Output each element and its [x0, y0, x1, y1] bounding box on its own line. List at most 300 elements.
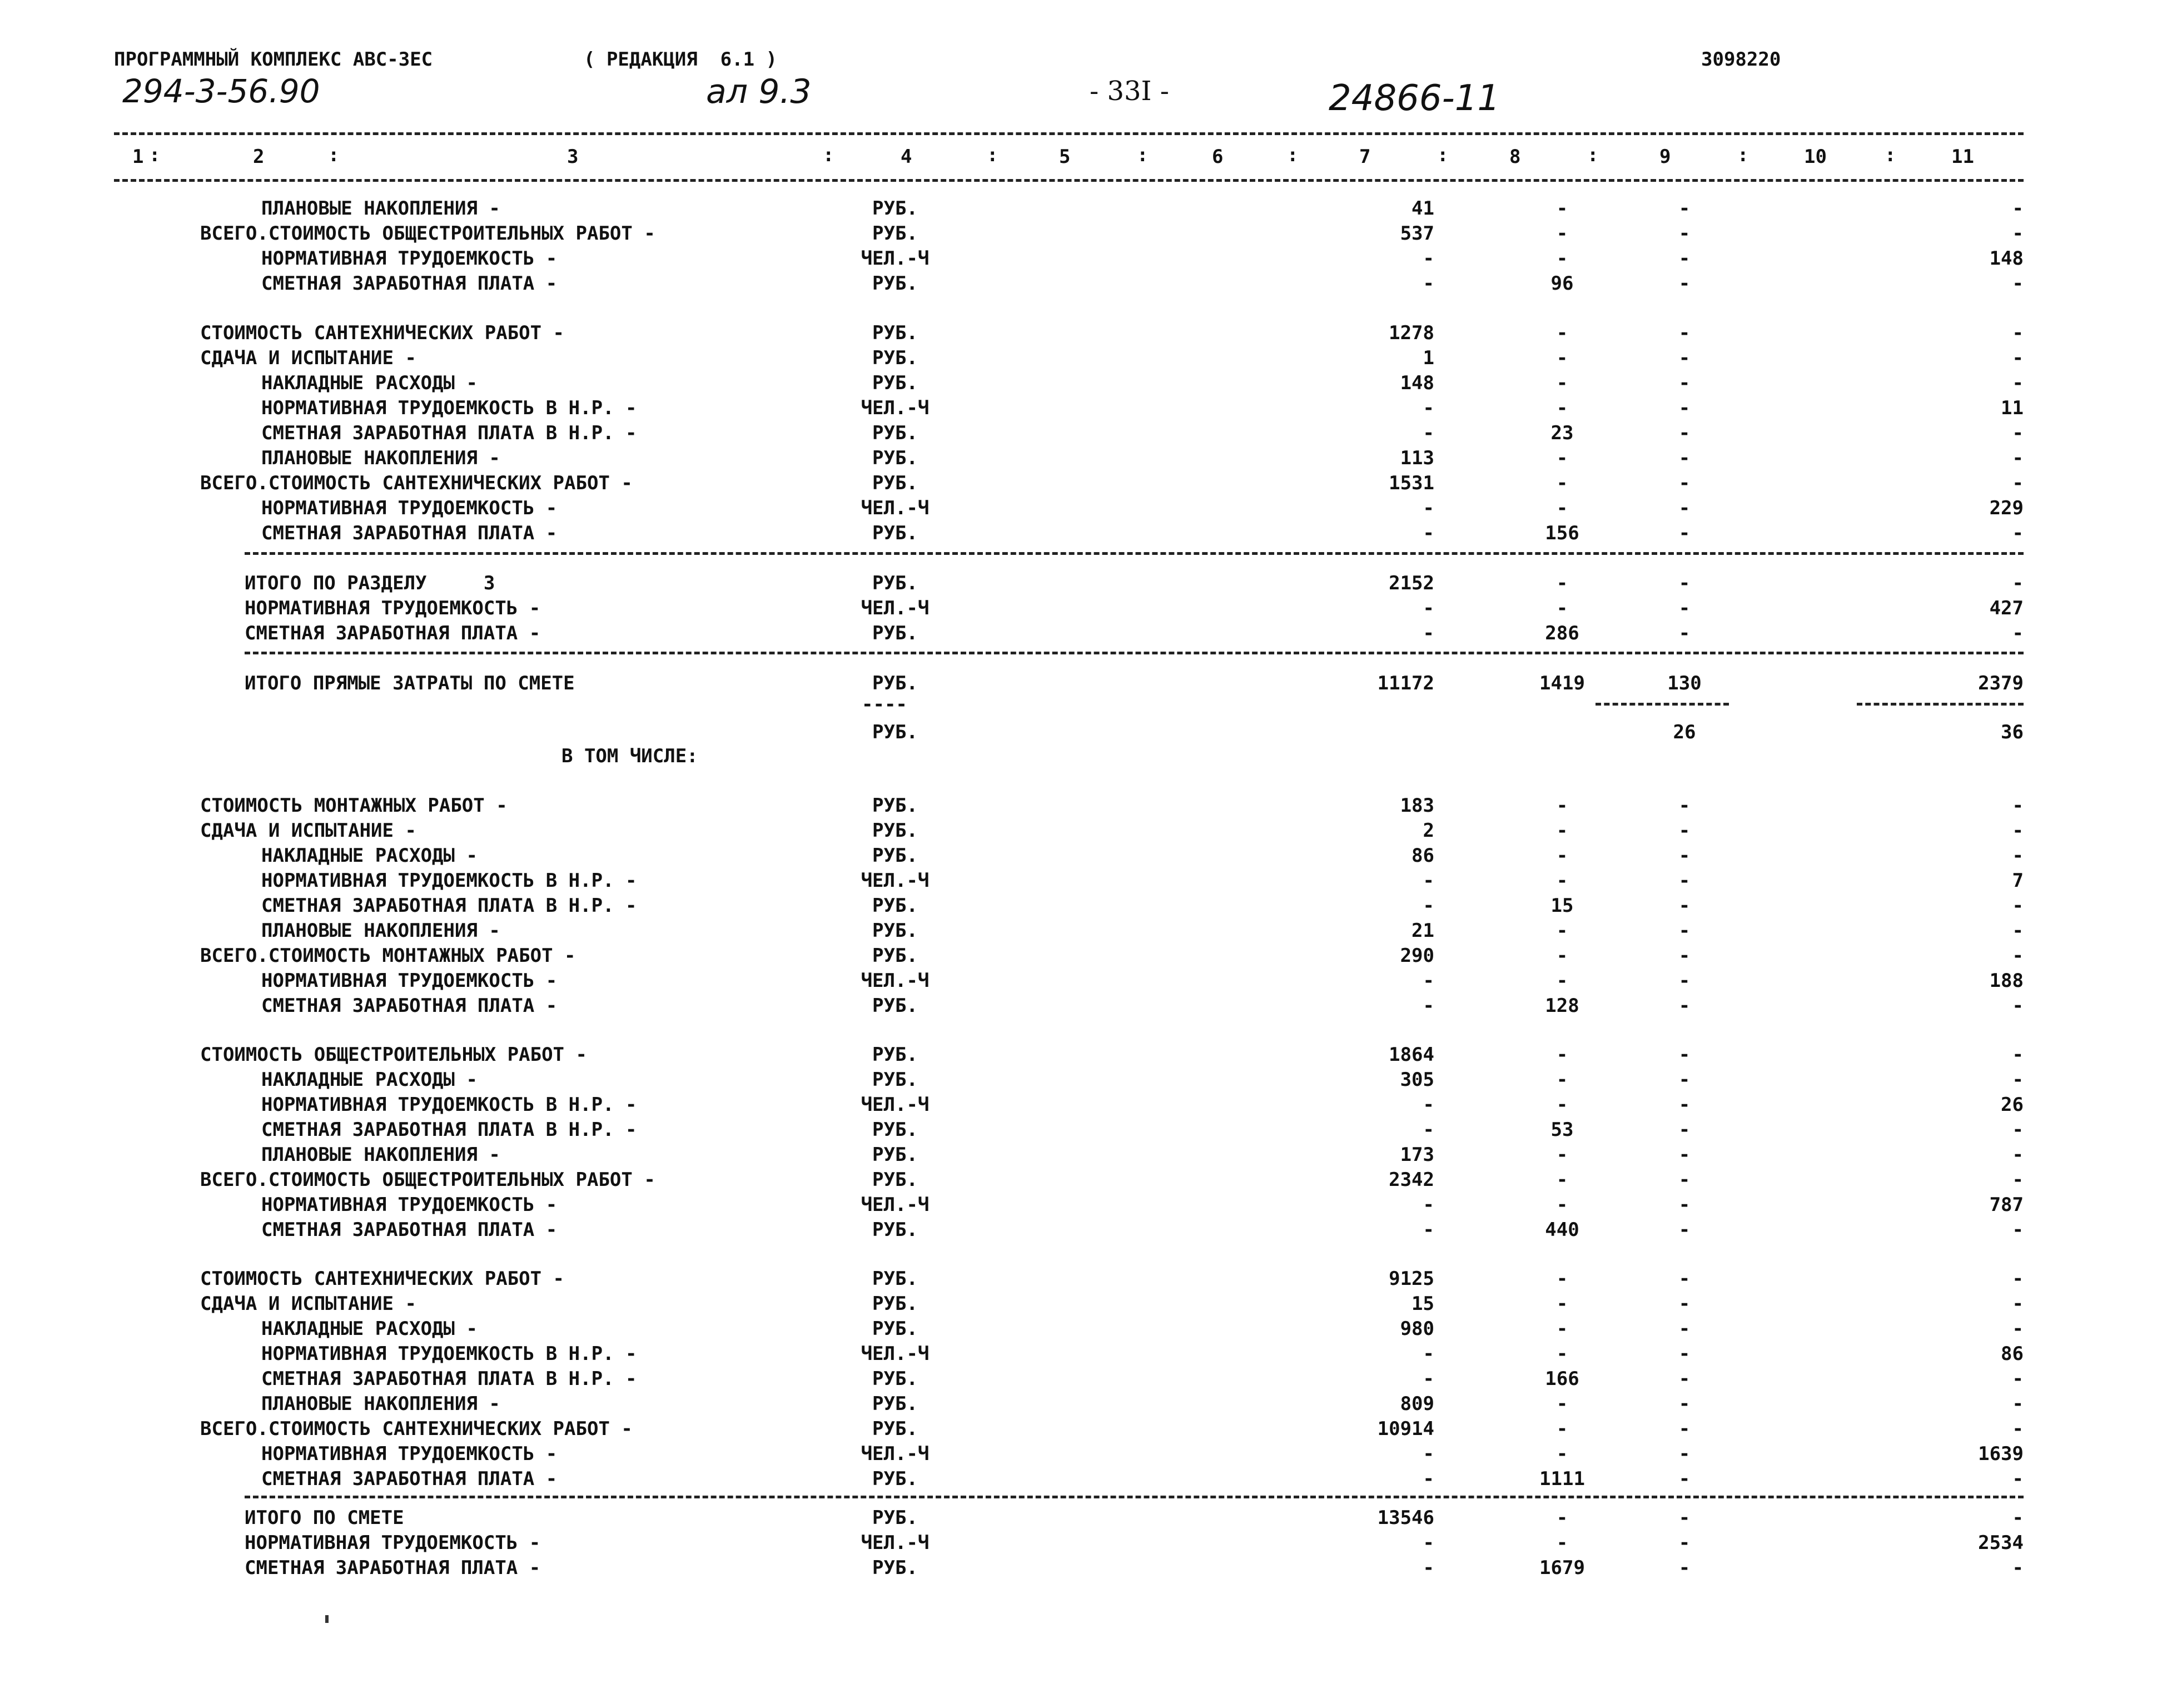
row-col11: - — [2012, 1069, 2024, 1091]
row-col11: - — [2012, 1144, 2024, 1166]
col-separator: : — [1885, 144, 1896, 166]
row-label: СДАЧА И ИСПЫТАНИЕ - — [200, 1293, 416, 1315]
row-col7: 13546 — [1377, 1507, 1434, 1529]
row-col7: 86 — [1411, 845, 1434, 867]
row-col7: 113 — [1400, 447, 1434, 469]
row-unit: РУБ. — [872, 197, 918, 220]
row-col7: 183 — [1400, 795, 1434, 817]
row-col9: 130 — [1667, 672, 1702, 694]
stray-mark — [325, 1615, 329, 1623]
row-unit: РУБ. — [872, 1507, 918, 1529]
row-col8: - — [1556, 397, 1568, 419]
row-col8: - — [1556, 497, 1568, 519]
row-col9: - — [1678, 820, 1691, 842]
row-col8: 53 — [1550, 1119, 1574, 1141]
row-col11: - — [2012, 472, 2024, 494]
row-col7: 1 — [1423, 347, 1434, 369]
row-col8: - — [1556, 1343, 1568, 1365]
row-col9: - — [1678, 572, 1691, 594]
col-separator: : — [823, 144, 834, 166]
row-unit: РУБ. — [872, 795, 918, 817]
row-unit: РУБ. — [872, 522, 918, 544]
row-label: СТОИМОСТЬ САНТЕХНИЧЕСКИХ РАБОТ - — [200, 1268, 565, 1290]
row-label: НАКЛАДНЫЕ РАСХОДЫ - — [261, 372, 478, 394]
row-col9: - — [1678, 272, 1691, 295]
row-unit: РУБ. — [872, 1169, 918, 1191]
row-col11: 427 — [1989, 597, 2024, 619]
row-unit: ЧЕЛ.-Ч — [861, 1094, 930, 1116]
row-col9: - — [1678, 622, 1691, 644]
row-col9: - — [1678, 522, 1691, 544]
row-col11: - — [2012, 1418, 2024, 1440]
row-col9: - — [1678, 197, 1691, 220]
row-col8: 166 — [1545, 1368, 1579, 1390]
dash-marker: ---- — [862, 693, 907, 716]
row-col9: - — [1678, 1557, 1691, 1579]
row-col8: - — [1556, 447, 1568, 469]
row-col11: - — [2012, 895, 2024, 917]
col-separator: : — [1737, 144, 1749, 166]
row-col8: - — [1556, 845, 1568, 867]
row-col7: - — [1423, 1468, 1434, 1490]
row-unit: РУБ. — [872, 222, 918, 245]
row-col8: - — [1556, 222, 1568, 245]
row-col7: - — [1423, 1368, 1434, 1390]
row-col8: 286 — [1545, 622, 1579, 644]
row-label: НОРМАТИВНАЯ ТРУДОЕМКОСТЬ В Н.Р. - — [261, 870, 637, 892]
row-col7: - — [1423, 272, 1434, 295]
row-col11: - — [2012, 322, 2024, 344]
row-col11: - — [2012, 522, 2024, 544]
section-divider — [245, 552, 2024, 555]
page-number: - 33I - — [1090, 76, 1169, 107]
row-unit: РУБ. — [872, 1069, 918, 1091]
row-col11: - — [2012, 1557, 2024, 1579]
including-heading: В ТОМ ЧИСЛЕ: — [561, 745, 698, 767]
row-col11: - — [2012, 1318, 2024, 1340]
row-unit: РУБ. — [872, 672, 918, 694]
row-col7: 15 — [1411, 1293, 1434, 1315]
row-col9: - — [1678, 1119, 1691, 1141]
row-col11: 86 — [2001, 1343, 2024, 1365]
row-col9: - — [1678, 1468, 1691, 1490]
row-col8: - — [1556, 472, 1568, 494]
row-col8: - — [1556, 870, 1568, 892]
row-unit: РУБ. — [872, 322, 918, 344]
row-col11: - — [2012, 1169, 2024, 1191]
row-col9: - — [1678, 1418, 1691, 1440]
row-col8: - — [1556, 970, 1568, 992]
row-col9: 26 — [1673, 721, 1696, 743]
col-header-2: 2 — [253, 146, 265, 168]
row-col7: 173 — [1400, 1144, 1434, 1166]
row-col7: 21 — [1411, 920, 1434, 942]
row-unit: РУБ. — [872, 347, 918, 369]
row-col7: - — [1423, 497, 1434, 519]
row-unit: ЧЕЛ.-Ч — [861, 1443, 930, 1465]
row-label: ПЛАНОВЫЕ НАКОПЛЕНИЯ - — [261, 1144, 500, 1166]
row-unit: ЧЕЛ.-Ч — [861, 1532, 930, 1554]
row-label: НАКЛАДНЫЕ РАСХОДЫ - — [261, 845, 478, 867]
row-unit: РУБ. — [872, 1144, 918, 1166]
row-col7: 290 — [1400, 945, 1434, 967]
row-col8: 440 — [1545, 1219, 1579, 1241]
row-label: СМЕТНАЯ ЗАРАБОТНАЯ ПЛАТА - — [245, 622, 541, 644]
row-label: СМЕТНАЯ ЗАРАБОТНАЯ ПЛАТА В Н.Р. - — [261, 422, 637, 444]
row-unit: РУБ. — [872, 1219, 918, 1241]
row-col8: - — [1556, 945, 1568, 967]
row-col11: 188 — [1989, 970, 2024, 992]
row-col8: - — [1556, 1069, 1568, 1091]
row-col9: - — [1678, 1532, 1691, 1554]
row-col7: - — [1423, 1094, 1434, 1116]
row-col11: - — [2012, 995, 2024, 1017]
row-label: НОРМАТИВНАЯ ТРУДОЕМКОСТЬ В Н.Р. - — [261, 1094, 637, 1116]
row-col8: - — [1556, 1044, 1568, 1066]
row-col7: - — [1423, 1343, 1434, 1365]
row-col9: - — [1678, 422, 1691, 444]
row-unit: РУБ. — [872, 447, 918, 469]
row-col11: - — [2012, 372, 2024, 394]
row-col7: - — [1423, 870, 1434, 892]
row-col11: 36 — [2001, 721, 2024, 743]
section-divider — [245, 652, 2024, 654]
row-col8: - — [1556, 1393, 1568, 1415]
section-divider — [245, 1496, 2024, 1498]
row-col7: - — [1423, 1532, 1434, 1554]
row-label: НАКЛАДНЫЕ РАСХОДЫ - — [261, 1069, 478, 1091]
row-col11: - — [2012, 422, 2024, 444]
row-col11: - — [2012, 447, 2024, 469]
row-col7: - — [1423, 522, 1434, 544]
row-col11: 7 — [2012, 870, 2024, 892]
row-col7: 1864 — [1389, 1044, 1434, 1066]
row-unit: РУБ. — [872, 472, 918, 494]
row-col9: - — [1678, 1219, 1691, 1241]
row-col9: - — [1678, 895, 1691, 917]
row-col9: - — [1678, 1169, 1691, 1191]
row-label: ИТОГО ПРЯМЫЕ ЗАТРАТЫ ПО СМЕТЕ — [245, 672, 575, 694]
row-col8: - — [1556, 322, 1568, 344]
row-label: СМЕТНАЯ ЗАРАБОТНАЯ ПЛАТА В Н.Р. - — [261, 895, 637, 917]
row-label: НОРМАТИВНАЯ ТРУДОЕМКОСТЬ - — [261, 497, 558, 519]
row-unit: РУБ. — [872, 372, 918, 394]
row-unit: РУБ. — [872, 1044, 918, 1066]
row-label: СМЕТНАЯ ЗАРАБОТНАЯ ПЛАТА В Н.Р. - — [261, 1119, 637, 1141]
row-col9: - — [1678, 1144, 1691, 1166]
col-header-3: 3 — [567, 146, 579, 168]
row-col11: - — [2012, 1044, 2024, 1066]
row-col8: - — [1556, 1169, 1568, 1191]
row-label: ПЛАНОВЫЕ НАКОПЛЕНИЯ - — [261, 920, 500, 942]
row-unit: РУБ. — [872, 1393, 918, 1415]
row-col9: - — [1678, 870, 1691, 892]
row-unit: РУБ. — [872, 845, 918, 867]
row-label: НОРМАТИВНАЯ ТРУДОЕМКОСТЬ - — [261, 1443, 558, 1465]
row-label: СМЕТНАЯ ЗАРАБОТНАЯ ПЛАТА - — [261, 1468, 558, 1490]
row-label: НОРМАТИВНАЯ ТРУДОЕМКОСТЬ - — [261, 247, 558, 270]
program-title: ПРОГРАММНЫЙ КОМПЛЕКС АВС-ЗЕС — [114, 48, 433, 71]
row-col9: - — [1678, 995, 1691, 1017]
inventory-number: 24866-11 — [1329, 78, 1500, 119]
row-col9: - — [1678, 845, 1691, 867]
row-label: ВСЕГО.СТОИМОСТЬ ОБЩЕСТРОИТЕЛЬНЫХ РАБОТ - — [200, 222, 655, 245]
row-col9: - — [1678, 1194, 1691, 1216]
row-label: НАКЛАДНЫЕ РАСХОДЫ - — [261, 1318, 478, 1340]
row-col9: - — [1678, 1268, 1691, 1290]
row-col8: - — [1556, 347, 1568, 369]
row-col11: - — [2012, 572, 2024, 594]
edition-label: ( РЕДАКЦИЯ 6.1 ) — [584, 48, 777, 71]
row-col11: - — [2012, 820, 2024, 842]
row-col11: 148 — [1989, 247, 2024, 270]
row-col9: - — [1678, 1507, 1691, 1529]
subtotal-rule — [1857, 703, 2024, 706]
row-unit: РУБ. — [872, 721, 918, 743]
col-separator: : — [1137, 144, 1149, 166]
row-col7: - — [1423, 995, 1434, 1017]
col-header-10: 10 — [1804, 146, 1827, 168]
header-rule-top — [114, 132, 2024, 135]
col-header-8: 8 — [1509, 146, 1521, 168]
row-label: СМЕТНАЯ ЗАРАБОТНАЯ ПЛАТА - — [261, 272, 558, 295]
row-col8: - — [1556, 1532, 1568, 1554]
row-label: ПЛАНОВЫЕ НАКОПЛЕНИЯ - — [261, 447, 500, 469]
row-col7: 9125 — [1389, 1268, 1434, 1290]
row-col7: - — [1423, 1119, 1434, 1141]
row-col7: 41 — [1411, 197, 1434, 220]
row-col11: 11 — [2001, 397, 2024, 419]
row-unit: ЧЕЛ.-Ч — [861, 597, 930, 619]
col-header-1: 1 — [132, 146, 144, 168]
row-col9: - — [1678, 247, 1691, 270]
row-col7: 305 — [1400, 1069, 1434, 1091]
row-col8: - — [1556, 920, 1568, 942]
row-col11: - — [2012, 795, 2024, 817]
row-unit: РУБ. — [872, 272, 918, 295]
row-col11: 26 — [2001, 1094, 2024, 1116]
row-unit: РУБ. — [872, 1119, 918, 1141]
row-col8: 15 — [1550, 895, 1574, 917]
row-col11: - — [2012, 920, 2024, 942]
row-col11: - — [2012, 1507, 2024, 1529]
row-col8: 156 — [1545, 522, 1579, 544]
row-col7: 148 — [1400, 372, 1434, 394]
row-label: СТОИМОСТЬ ОБЩЕСТРОИТЕЛЬНЫХ РАБОТ - — [200, 1044, 587, 1066]
row-col7: 10914 — [1377, 1418, 1434, 1440]
col-header-5: 5 — [1059, 146, 1071, 168]
row-col9: - — [1678, 795, 1691, 817]
row-col9: - — [1678, 497, 1691, 519]
row-col7: - — [1423, 1443, 1434, 1465]
row-col11: - — [2012, 622, 2024, 644]
row-unit: РУБ. — [872, 422, 918, 444]
row-label: НОРМАТИВНАЯ ТРУДОЕМКОСТЬ - — [261, 1194, 558, 1216]
col-separator: : — [1437, 144, 1449, 166]
row-label: СМЕТНАЯ ЗАРАБОТНАЯ ПЛАТА - — [261, 522, 558, 544]
row-col7: 2152 — [1389, 572, 1434, 594]
subtotal-rule — [1596, 703, 1729, 706]
col-header-11: 11 — [1951, 146, 1974, 168]
row-label: СДАЧА И ИСПЫТАНИЕ - — [200, 347, 416, 369]
album-number: ал 9.3 — [706, 72, 812, 111]
row-unit: РУБ. — [872, 572, 918, 594]
row-col9: - — [1678, 397, 1691, 419]
row-col11: - — [2012, 222, 2024, 245]
row-col8: - — [1556, 820, 1568, 842]
row-col11: - — [2012, 272, 2024, 295]
row-col7: - — [1423, 1194, 1434, 1216]
row-col9: - — [1678, 1393, 1691, 1415]
row-col9: - — [1678, 372, 1691, 394]
row-label: ПЛАНОВЫЕ НАКОПЛЕНИЯ - — [261, 1393, 500, 1415]
row-col11: 2379 — [1978, 672, 2024, 694]
col-header-6: 6 — [1212, 146, 1224, 168]
row-col8: - — [1556, 1268, 1568, 1290]
row-label: ВСЕГО.СТОИМОСТЬ МОНТАЖНЫХ РАБОТ - — [200, 945, 576, 967]
row-col9: - — [1678, 222, 1691, 245]
row-unit: РУБ. — [872, 820, 918, 842]
row-col8: - — [1556, 1094, 1568, 1116]
row-unit: РУБ. — [872, 1318, 918, 1340]
row-unit: ЧЕЛ.-Ч — [861, 970, 930, 992]
row-label: СТОИМОСТЬ МОНТАЖНЫХ РАБОТ - — [200, 795, 508, 817]
row-col8: - — [1556, 1507, 1568, 1529]
row-label: НОРМАТИВНАЯ ТРУДОЕМКОСТЬ - — [245, 597, 541, 619]
row-label: ВСЕГО.СТОИМОСТЬ САНТЕХНИЧЕСКИХ РАБОТ - — [200, 1418, 633, 1440]
row-label: НОРМАТИВНАЯ ТРУДОЕМКОСТЬ - — [245, 1532, 541, 1554]
row-unit: РУБ. — [872, 895, 918, 917]
row-unit: ЧЕЛ.-Ч — [861, 1194, 930, 1216]
row-col7: - — [1423, 970, 1434, 992]
col-separator: : — [328, 144, 340, 166]
row-col9: - — [1678, 945, 1691, 967]
row-col7: - — [1423, 895, 1434, 917]
row-col9: - — [1678, 1343, 1691, 1365]
row-col8: - — [1556, 795, 1568, 817]
row-col8: 1111 — [1539, 1468, 1585, 1490]
row-label: СМЕТНАЯ ЗАРАБОТНАЯ ПЛАТА - — [261, 1219, 558, 1241]
row-col8: 96 — [1550, 272, 1574, 295]
row-col7: 1531 — [1389, 472, 1434, 494]
row-col11: - — [2012, 1368, 2024, 1390]
row-col8: - — [1556, 372, 1568, 394]
row-col7: - — [1423, 1219, 1434, 1241]
row-col11: 2534 — [1978, 1532, 2024, 1554]
col-separator: : — [987, 144, 998, 166]
row-unit: РУБ. — [872, 1293, 918, 1315]
row-unit: РУБ. — [872, 945, 918, 967]
row-col11: - — [2012, 1268, 2024, 1290]
row-col8: 128 — [1545, 995, 1579, 1017]
row-unit: РУБ. — [872, 995, 918, 1017]
row-col7: 809 — [1400, 1393, 1434, 1415]
row-col8: - — [1556, 197, 1568, 220]
row-col7: 537 — [1400, 222, 1434, 245]
row-label: ИТОГО ПО РАЗДЕЛУ 3 — [245, 572, 495, 594]
row-col11: - — [2012, 1119, 2024, 1141]
row-col9: - — [1678, 1368, 1691, 1390]
row-col8: - — [1556, 247, 1568, 270]
col-separator: : — [1287, 144, 1299, 166]
row-col8: 1679 — [1539, 1557, 1585, 1579]
row-col9: - — [1678, 970, 1691, 992]
col-header-9: 9 — [1659, 146, 1671, 168]
row-label: ВСЕГО.СТОИМОСТЬ САНТЕХНИЧЕСКИХ РАБОТ - — [200, 472, 633, 494]
row-col11: - — [2012, 1219, 2024, 1241]
row-col9: - — [1678, 1318, 1691, 1340]
row-col7: 11172 — [1377, 672, 1434, 694]
row-col8: - — [1556, 1144, 1568, 1166]
header-rule-bottom — [114, 179, 2024, 182]
row-col8: 23 — [1550, 422, 1574, 444]
row-label: СМЕТНАЯ ЗАРАБОТНАЯ ПЛАТА - — [245, 1557, 541, 1579]
row-unit: РУБ. — [872, 920, 918, 942]
row-col9: - — [1678, 1044, 1691, 1066]
row-col9: - — [1678, 472, 1691, 494]
row-unit: ЧЕЛ.-Ч — [861, 247, 930, 270]
row-col7: - — [1423, 397, 1434, 419]
row-unit: РУБ. — [872, 1557, 918, 1579]
row-label: НОРМАТИВНАЯ ТРУДОЕМКОСТЬ - — [261, 970, 558, 992]
row-unit: ЧЕЛ.-Ч — [861, 870, 930, 892]
row-col8: - — [1556, 572, 1568, 594]
row-unit: ЧЕЛ.-Ч — [861, 497, 930, 519]
row-col8: 1419 — [1539, 672, 1585, 694]
row-col7: 980 — [1400, 1318, 1434, 1340]
row-col7: - — [1423, 247, 1434, 270]
row-col9: - — [1678, 1069, 1691, 1091]
row-col7: 2342 — [1389, 1169, 1434, 1191]
row-col7: - — [1423, 597, 1434, 619]
row-label: НОРМАТИВНАЯ ТРУДОЕМКОСТЬ В Н.Р. - — [261, 1343, 637, 1365]
row-col7: - — [1423, 622, 1434, 644]
row-col11: - — [2012, 197, 2024, 220]
row-label: СТОИМОСТЬ САНТЕХНИЧЕСКИХ РАБОТ - — [200, 322, 565, 344]
row-col11: 787 — [1989, 1194, 2024, 1216]
row-label: ВСЕГО.СТОИМОСТЬ ОБЩЕСТРОИТЕЛЬНЫХ РАБОТ - — [200, 1169, 655, 1191]
row-unit: ЧЕЛ.-Ч — [861, 1343, 930, 1365]
row-col9: - — [1678, 447, 1691, 469]
row-unit: ЧЕЛ.-Ч — [861, 397, 930, 419]
row-label: СМЕТНАЯ ЗАРАБОТНАЯ ПЛАТА В Н.Р. - — [261, 1368, 637, 1390]
row-col9: - — [1678, 1094, 1691, 1116]
row-col7: 1278 — [1389, 322, 1434, 344]
row-col9: - — [1678, 597, 1691, 619]
col-header-7: 7 — [1359, 146, 1371, 168]
row-col9: - — [1678, 1443, 1691, 1465]
row-col8: - — [1556, 1418, 1568, 1440]
row-col11: 1639 — [1978, 1443, 2024, 1465]
row-unit: РУБ. — [872, 622, 918, 644]
row-col8: - — [1556, 1318, 1568, 1340]
row-label: СДАЧА И ИСПЫТАНИЕ - — [200, 820, 416, 842]
col-separator: : — [1587, 144, 1599, 166]
row-col8: - — [1556, 1443, 1568, 1465]
row-col9: - — [1678, 1293, 1691, 1315]
row-col11: 229 — [1989, 497, 2024, 519]
row-col8: - — [1556, 1293, 1568, 1315]
row-col9: - — [1678, 920, 1691, 942]
row-col11: - — [2012, 1468, 2024, 1490]
col-header-4: 4 — [901, 146, 912, 168]
row-label: НОРМАТИВНАЯ ТРУДОЕМКОСТЬ В Н.Р. - — [261, 397, 637, 419]
row-col9: - — [1678, 347, 1691, 369]
project-code: 294-3-56.90 — [122, 72, 320, 110]
row-col11: - — [2012, 1293, 2024, 1315]
row-col11: - — [2012, 945, 2024, 967]
row-label: СМЕТНАЯ ЗАРАБОТНАЯ ПЛАТА - — [261, 995, 558, 1017]
